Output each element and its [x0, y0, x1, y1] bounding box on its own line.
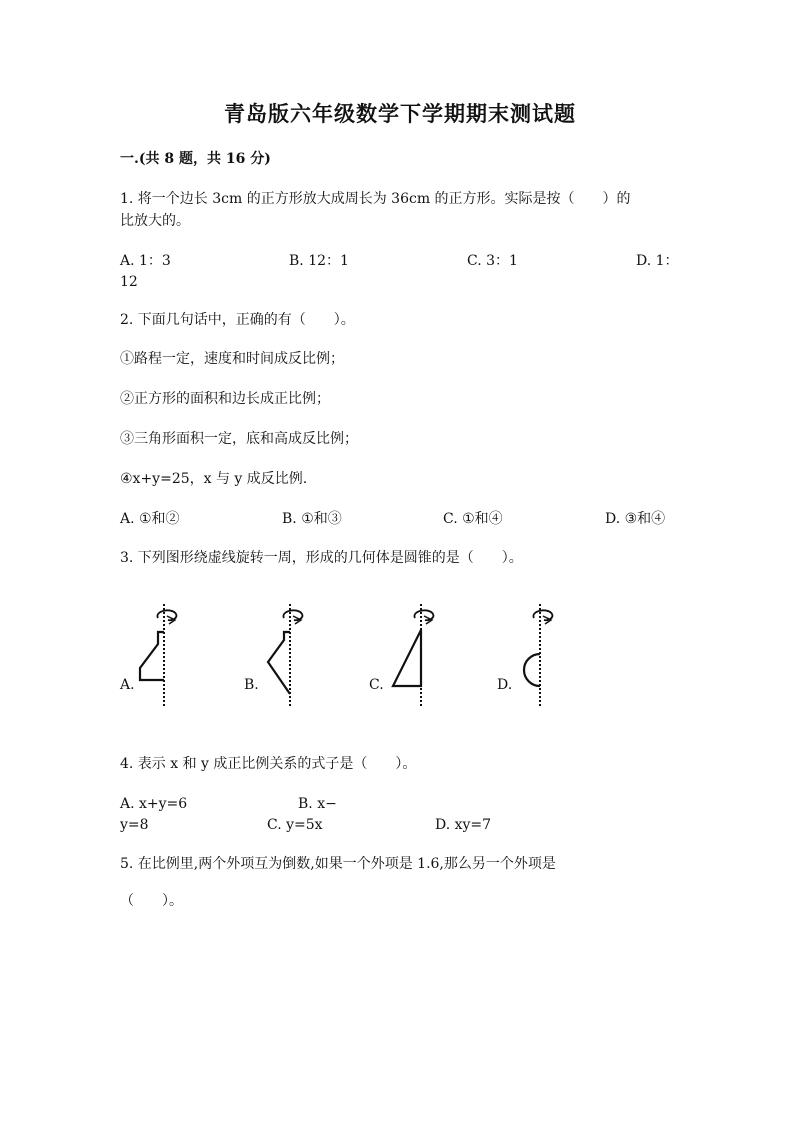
- q2-statement-2: ②正方形的面积和边长成正比例；: [120, 391, 330, 407]
- q2-statement-4: ④x+y=25，x 与 y 成反比例.: [120, 471, 308, 487]
- q2-option-a: A. ①和②: [120, 511, 180, 527]
- q1-option-d: D. 1：: [636, 253, 679, 269]
- q4-option-b: B. x−: [298, 796, 337, 812]
- q4-option-c: C. y=5x: [267, 817, 323, 833]
- q1-option-b: B. 12：1: [289, 253, 349, 269]
- q3-label-c: C.: [369, 677, 384, 693]
- q4-stem: 4. 表示 x 和 y 成正比例关系的式子是（ ）。: [120, 756, 417, 772]
- q3-label-d: D.: [497, 677, 513, 693]
- q5-stem-line2: （ ）。: [120, 893, 183, 909]
- figure-b-triangle: [260, 600, 310, 710]
- q4-option-d: D. xy=7: [435, 817, 492, 833]
- figure-c-right-triangle: [385, 600, 435, 710]
- q5-stem-line1: 5. 在比例里,两个外项互为倒数,如果一个外项是 1.6,那么另一个外项是: [120, 856, 556, 872]
- section-heading: 一.(共 8 题，共 16 分): [120, 151, 271, 167]
- q4-option-a: A. x+y=6: [120, 796, 188, 812]
- figure-d-semicircle: [513, 600, 563, 710]
- page-title: 青岛版六年级数学下学期期末测试题: [224, 101, 576, 126]
- q4-option-b-cont: y=8: [120, 817, 149, 833]
- q3-label-a: A.: [120, 677, 135, 693]
- q1-option-c: C. 3：1: [467, 253, 518, 269]
- q1-stem-line2: 比放大的。: [120, 213, 190, 229]
- q2-statement-3: ③三角形面积一定，底和高成反比例；: [120, 431, 358, 447]
- q2-option-c: C. ①和④: [443, 511, 503, 527]
- q1-option-a: A. 1：3: [120, 253, 171, 269]
- figure-a-trapezoid: [136, 600, 186, 710]
- q1-stem-line1: 1. 将一个边长 3cm 的正方形放大成周长为 36cm 的正方形。实际是按（ ）的: [120, 191, 631, 207]
- q3-label-b: B.: [244, 677, 259, 693]
- q1-option-d-cont: 12: [120, 274, 138, 290]
- q2-option-d: D. ③和④: [605, 511, 666, 527]
- q2-stem: 2. 下面几句话中，正确的有（ ）。: [120, 312, 355, 328]
- q2-option-b: B. ①和③: [282, 511, 342, 527]
- q2-statement-1: ①路程一定，速度和时间成反比例；: [120, 351, 344, 367]
- q3-stem: 3. 下列图形绕虚线旋转一周，形成的几何体是圆锥的是（ ）。: [120, 550, 523, 566]
